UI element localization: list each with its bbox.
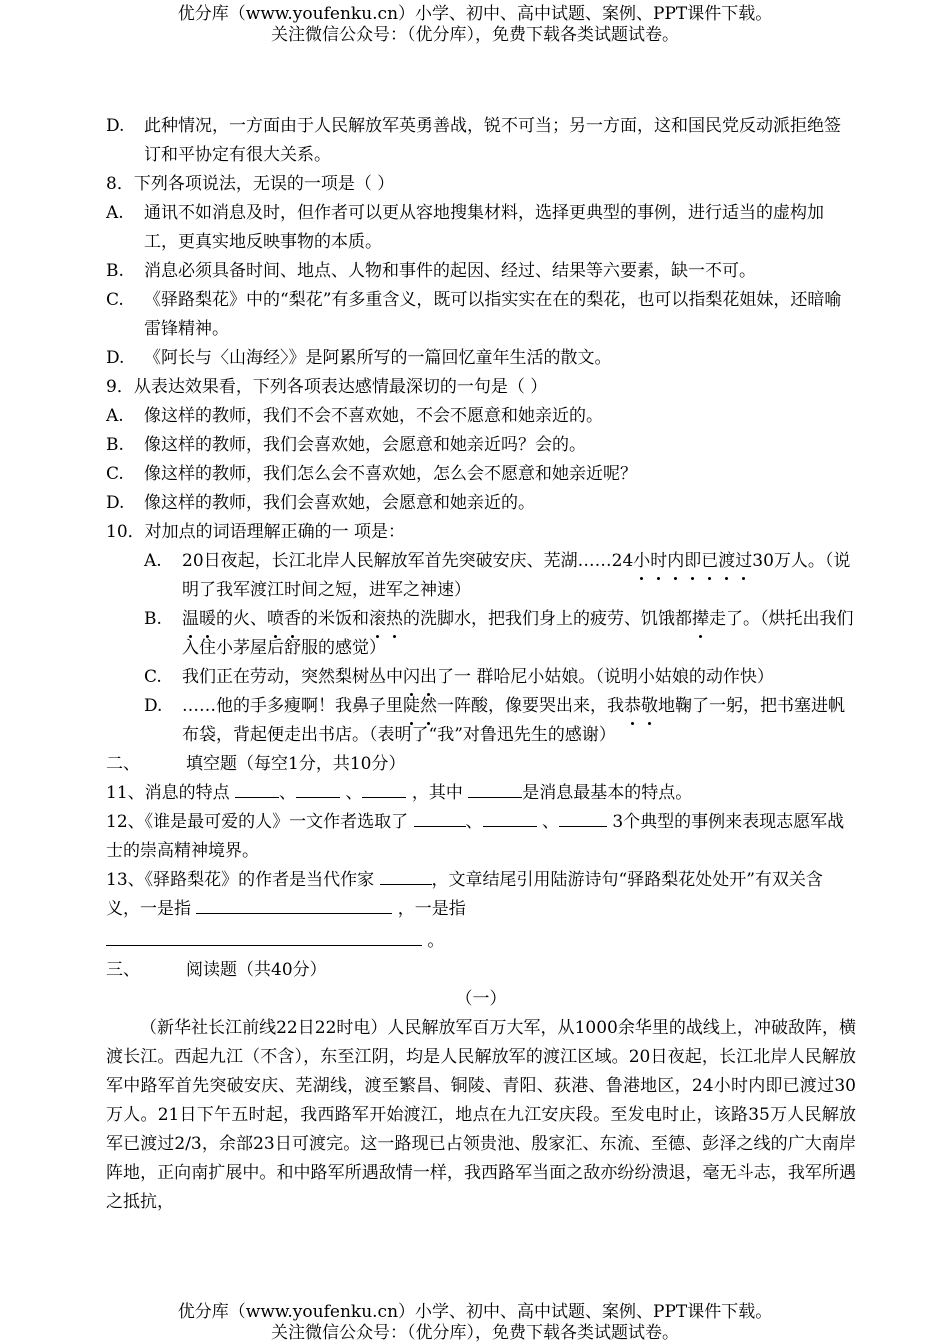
emphasis-dot-char: 恭 [624,692,641,721]
emphasis-dot-char: 敬 [641,692,658,721]
q9-stem: 9．从表达效果看，下列各项表达感情最深切的一句是（ ） [106,377,548,397]
emphasis-dot-char: 内 [667,547,684,576]
section-title: 填空题（每空1分，共10分） [186,754,406,774]
dotted-phrase [182,609,216,629]
q9-option-b [106,431,856,460]
emphasis-dot-char: 热 [386,605,403,634]
header-line-2: 关注微信公众号：（优分库），免费下载各类试题试卷。 [271,25,679,45]
q8-option-b [106,257,856,286]
option-label: C. [106,464,124,484]
q7-option-d [106,112,856,170]
text-segment: 了一 群哈尼小姑娘。（说明小姑娘的动作快） [437,667,774,687]
answer-blank[interactable] [380,867,432,885]
page-footer [0,1302,950,1344]
option-label: D. [106,348,125,368]
option-text [182,605,856,663]
text-segment: 走了。（烘托出我们入住小茅屋后舒服的感觉） [182,609,854,658]
option-text: 像这样的教师，我们会喜欢她，会愿意和她亲近的。 [144,493,535,513]
dotted-phrase [633,551,752,571]
text-segment: 地鞠了一躬，把书塞进帆布袋，背起便走出书店。（表明了“我”对鲁迅先生的感谢） [182,696,845,745]
q8-option-c [106,286,856,344]
option-label: D. [106,493,125,513]
text-segment: 12、《谁是最可爱的人》一文作者选取了 [106,812,414,832]
option-text: 此种情况，一方面由于人民解放军英勇善战，锐不可当；另一方面，这和国民党反动派拒绝签订和平协定有很大关系。 [144,116,841,165]
q13-continued [106,927,856,956]
option-text: 《阿长与〈山海经〉》是阿累所写的一篇回忆童年生活的散文。 [144,348,612,368]
dotted-phrase [267,609,301,629]
dotted-phrase [403,667,437,687]
option-label: A. [106,406,124,426]
q11 [106,779,856,808]
option-text: 像这样的教师，我们会喜欢她，会愿意和她亲近吗？会的。 [144,435,586,455]
emphasis-dot-char: 香 [284,605,301,634]
text-segment: 。 [422,931,445,951]
answer-blank[interactable] [559,809,607,827]
option-text: 像这样的教师，我们不会不喜欢她，不会不愿意和她亲近的。 [144,406,603,426]
text-segment: 的火、 [216,609,267,629]
text-segment: 的洗脚水，把我们身上的疲劳、饥饿都 [403,609,692,629]
text-segment: 一阵酸，像要哭出来，我 [437,696,624,716]
option-label: B. [144,609,162,629]
text-segment: 3个典型的事例来表现志愿军战士的崇高精神境界。 [106,812,845,861]
text-segment: 是消息最基本的特点。 [522,783,693,803]
text-segment: ……他的手多瘦啊！我鼻子里 [182,696,403,716]
text-segment: 、 [340,783,363,803]
q10-option-c [106,663,856,692]
dotted-phrase [403,696,437,716]
option-text [182,663,856,692]
reading-passage: （新华社长江前线22日22时电）人民解放军百万大军，从1000余华里的战线上，冲破敌阵，横渡长江。西起九江（不含），东至江阴，均是人民解放军的渡江区域。20日夜起，长江北岸人民解放军中路军首先突破安庆、芜湖线，渡至繁昌、铜陵、青阳、荻港、鲁港地区，24小时内即已渡过30万人。21日下午五时起，我西路军开始渡江，地点在九江安庆段。至发电时止，该路35万人民解放军已渡过2/3，余部23日可渡完。这一路现已占领贵池、殷家汇、东流、至德、彭泽之线的广大南岸阵地，正向南扩展中。和中路军所遇敌情一样，我西路军当面之敌亦纷纷溃退，毫无斗志，我军所遇之抵抗， [106,1018,856,1212]
page-header [0,4,950,46]
option-label: D. [144,696,163,716]
option-text: 通讯不如消息及时，但作者可以更从容地搜集材料，选择更典型的事例，进行适当的虚构加工，更真实地反映事物的本质。 [144,203,824,252]
emphasis-dot-char: 出 [420,663,437,692]
answer-blank[interactable] [196,896,392,914]
q8-option-a [106,199,856,257]
emphasis-dot-char: 然 [420,692,437,721]
emphasis-dot-char: 时 [650,547,667,576]
answer-blank[interactable] [468,780,522,798]
option-label: A. [144,551,162,571]
answer-blank[interactable] [483,809,537,827]
text-segment: 、 [536,812,559,832]
option-text: 《驿路梨花》中的“梨花”有多重含义，既可以指实实在在的梨花，也可以指梨花姐妹，还暗喻雷锋精神。 [144,290,842,339]
emphasis-dot-char: 温 [182,605,199,634]
q9-option-d [106,489,856,518]
text-segment: ，文章结尾引用陆游诗句“驿路梨花处处开”有双关含义，一是指 [106,870,823,919]
text-segment: 13、《驿路梨花》的作者是当代作家 [106,870,380,890]
section-heading-fill-in [106,750,856,779]
option-label: B. [106,435,124,455]
emphasis-dot-char: 陡 [403,692,420,721]
text-segment: 、 [465,812,483,832]
q9-option-c [106,460,856,489]
q10-option-d [106,692,856,750]
option-text [182,692,856,750]
header-line-1: 优分库（www.youfenku.cn）小学、初中、高中试题、案例、PPT课件下载。 [177,4,773,24]
text-segment: ，其中 [406,783,469,803]
q13 [106,866,856,924]
option-label: B. [106,261,124,281]
emphasis-dot-char: 闪 [403,663,420,692]
document-body [106,112,856,1217]
section-number: 二、 [106,754,140,774]
text-segment: 11、消息的特点 [106,783,236,803]
q8-stem: 8．下列各项说法，无误的一项是（ ） [106,174,395,194]
text-segment: 、 [279,783,297,803]
dotted-phrase [624,696,658,716]
option-text: 像这样的教师，我们怎么会不喜欢她，怎么会不愿意和她亲近呢？ [144,464,637,484]
option-label: C. [106,290,124,310]
answer-blank[interactable] [235,780,279,798]
q8-option-d [106,344,856,373]
section-number: 三、 [106,960,140,980]
q12 [106,808,856,866]
dotted-phrase [369,609,403,629]
q10-option-a [106,547,856,605]
q10-option-b [106,605,856,663]
emphasis-dot-char: 撵 [692,605,709,634]
text-segment: 我们正在劳动，突然梨树丛中 [182,667,403,687]
section-title: 阅读题（共40分） [186,960,327,980]
option-label: A. [106,203,124,223]
answer-blank[interactable] [362,780,406,798]
footer-line-1: 优分库（www.youfenku.cn）小学、初中、高中试题、案例、PPT课件下载。 [177,1302,773,1322]
emphasis-dot-char: 过 [735,547,752,576]
text-segment: 的米饭和 [301,609,369,629]
emphasis-dot-char: 小 [633,547,650,576]
answer-blank[interactable] [106,928,422,946]
answer-blank[interactable] [296,780,340,798]
dotted-phrase [692,609,709,629]
footer-line-2: 关注微信公众号：（优分库），免费下载各类试题试卷。 [271,1323,679,1343]
option-text: 消息必须具备时间、地点、人物和事件的起因、经过、结果等六要素，缺一不可。 [144,261,756,281]
emphasis-dot-char: 渡 [718,547,735,576]
text-segment: 30万人。（说明了我军渡江时间之短，进军之神速） [182,551,851,600]
text-segment: ，一是指 [392,899,466,919]
emphasis-dot-char: 即 [684,547,701,576]
reading-part-number: （一） [455,989,507,1009]
emphasis-dot-char: 已 [701,547,718,576]
q9-option-a [106,402,856,431]
option-label: D. [106,116,125,136]
answer-blank[interactable] [414,809,466,827]
emphasis-dot-char: 滚 [369,605,386,634]
text-segment: 20日夜起，长江北岸人民解放军首先突破安庆、芜湖……24 [182,551,634,571]
emphasis-dot-char: 喷 [267,605,284,634]
option-text [182,547,856,605]
option-label: C. [144,667,162,687]
section-heading-reading [106,956,856,985]
q10-stem: 10．对加点的词语理解正确的一 项是： [106,522,406,542]
emphasis-dot-char: 暖 [199,605,216,634]
